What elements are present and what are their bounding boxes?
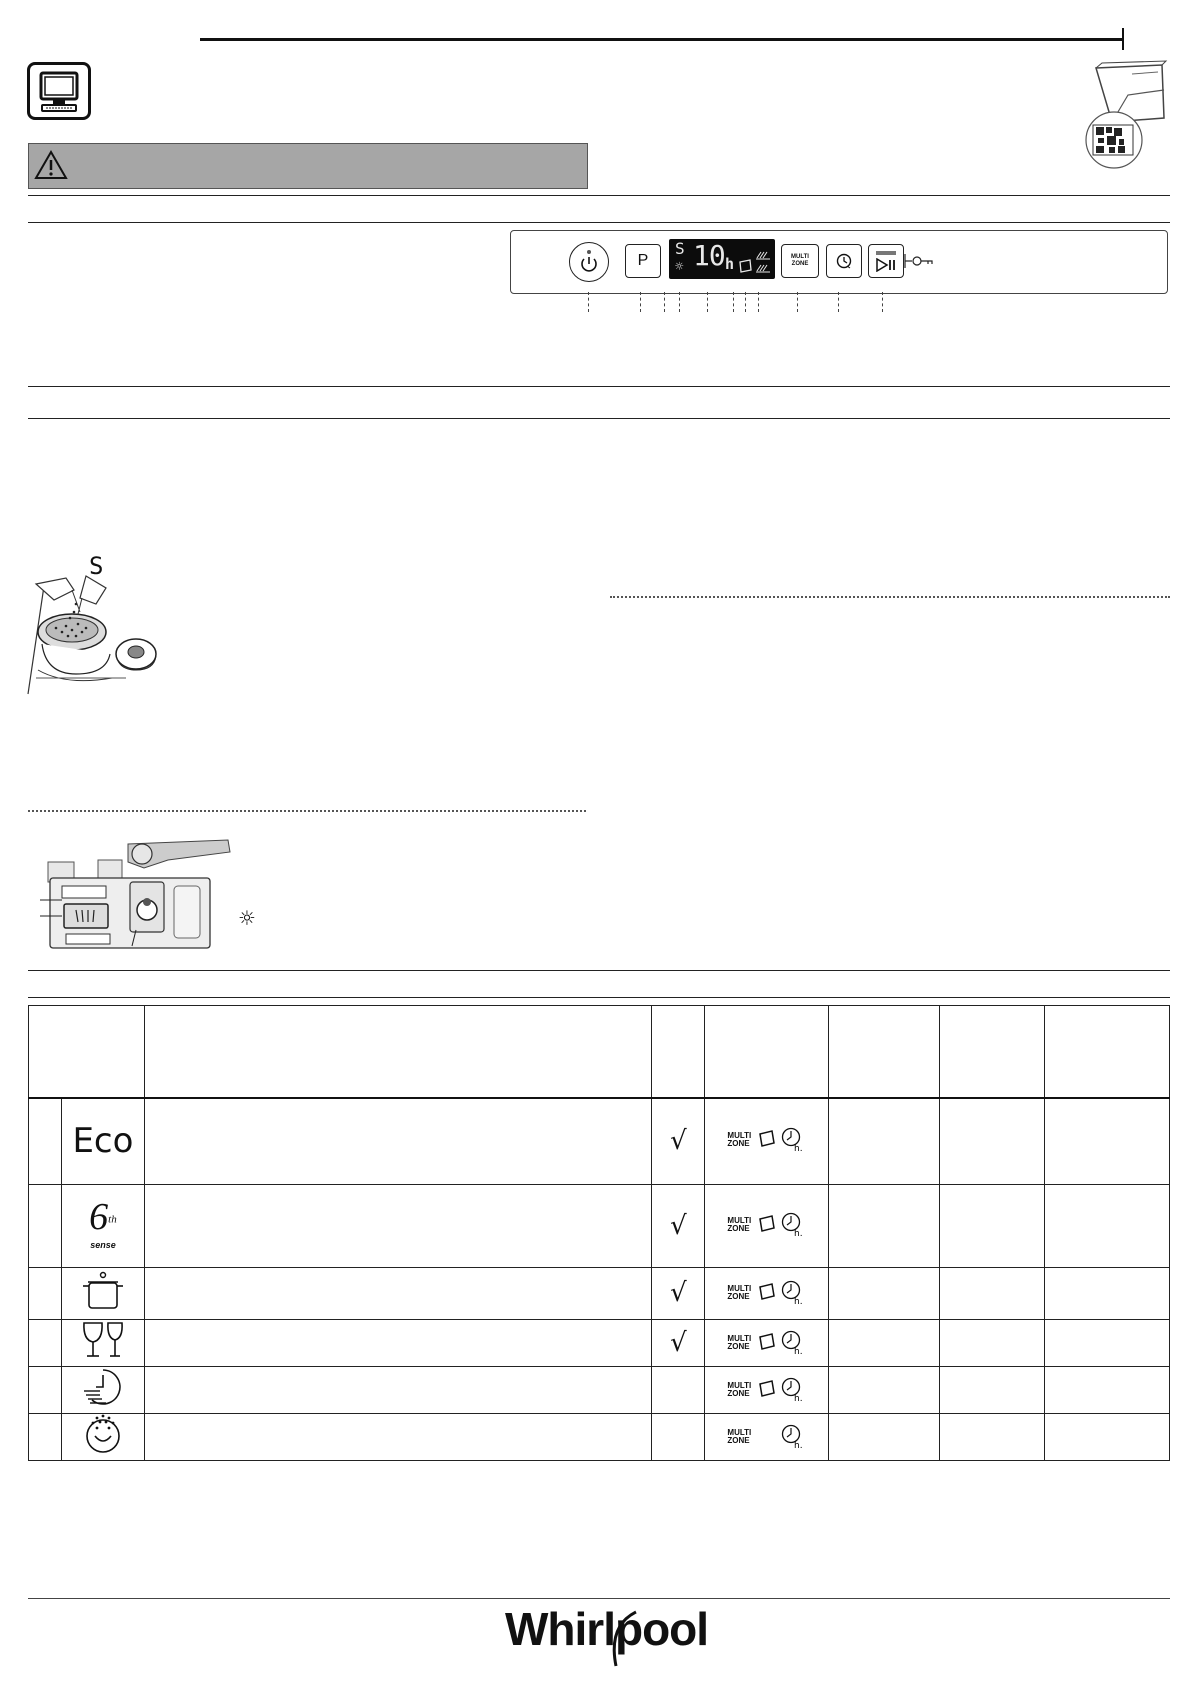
start-pause-button[interactable] (868, 244, 904, 278)
data-cell (1045, 1319, 1170, 1366)
delay-clock-icon (781, 1424, 805, 1450)
row-number-cell (29, 1184, 62, 1267)
row-number-cell (29, 1098, 62, 1184)
callout-leader (733, 292, 734, 312)
header-cell (1045, 1006, 1170, 1099)
data-cell (829, 1098, 940, 1184)
callout-leader (838, 292, 839, 312)
callout-leader (882, 292, 883, 312)
data-cell (829, 1319, 940, 1366)
power-icon (577, 249, 601, 275)
tablet-icon (757, 1332, 777, 1352)
data-cell (1045, 1098, 1170, 1184)
options-cell (705, 1267, 829, 1319)
salt-refill-illustration (26, 574, 170, 696)
table-row (29, 1184, 1170, 1267)
svg-text:h.: h. (794, 1144, 803, 1153)
callout-leader (745, 292, 746, 312)
callout-leader (588, 292, 589, 312)
callout-leader (797, 292, 798, 312)
quick-program-cell (61, 1366, 144, 1413)
header-cell (705, 1006, 829, 1099)
data-cell (1045, 1267, 1170, 1319)
tablet-icon (757, 1379, 777, 1399)
header-cell (29, 1006, 145, 1099)
header-cell (940, 1006, 1045, 1099)
delay-button[interactable] (826, 244, 862, 278)
options-cell (705, 1184, 829, 1267)
prewash-program-cell (61, 1413, 144, 1460)
table-row (29, 1413, 1170, 1460)
section-rule (28, 386, 1170, 387)
intensive-program-cell (61, 1267, 144, 1319)
callout-leader (679, 292, 680, 312)
delay-clock-icon (781, 1127, 805, 1153)
callout-leader (640, 292, 641, 312)
svg-text:h.: h. (794, 1440, 803, 1450)
table-row (29, 1098, 1170, 1184)
callout-leader (758, 292, 759, 312)
salt-symbol: S (89, 552, 104, 580)
monitor-icon (27, 62, 91, 120)
callout-leader (664, 292, 665, 312)
multizone-label-line2: ZONE (791, 261, 809, 267)
power-button[interactable] (569, 242, 609, 282)
table-row (29, 1267, 1170, 1319)
multizone-button[interactable] (781, 244, 819, 278)
footer-rule (28, 1598, 1170, 1599)
dishwasher-qr-illustration (1072, 60, 1168, 170)
table-row (29, 1366, 1170, 1413)
options-cell (705, 1366, 829, 1413)
section-rule (28, 970, 1170, 971)
table-row (29, 1319, 1170, 1366)
programs-table (28, 1005, 1170, 1461)
multizone-label: MULTI ZONE (727, 1131, 752, 1148)
warning-triangle-icon (34, 150, 68, 180)
options-cell (705, 1413, 829, 1460)
data-cell (829, 1413, 940, 1460)
tablet-icon (757, 1129, 777, 1149)
check-mark: √ (652, 1184, 705, 1267)
check-mark: √ (652, 1098, 705, 1184)
options-cell (705, 1319, 829, 1366)
section-rule (28, 997, 1170, 998)
multizone-label: MULTI ZONE (727, 1380, 752, 1398)
eco-program-icon: Eco (61, 1098, 144, 1184)
key-lock-icon (904, 253, 938, 269)
hours-unit: h (725, 255, 735, 273)
section-rule (28, 222, 1170, 223)
options-cell (705, 1098, 829, 1184)
tablet-icon (757, 1214, 777, 1234)
delay-clock-icon (834, 251, 854, 271)
header-rule (200, 38, 1124, 41)
glass-program-cell (61, 1319, 144, 1366)
check-cell-empty (652, 1366, 705, 1413)
section-rule (28, 418, 1170, 419)
program-button[interactable]: P (625, 244, 661, 278)
brand-logo: Whirlpool (505, 1603, 709, 1655)
svg-text:h.: h. (794, 1393, 803, 1403)
data-cell (940, 1098, 1045, 1184)
rinse-aid-indicator: ☼ (675, 259, 684, 275)
header-cell (829, 1006, 940, 1099)
row-number-cell (29, 1267, 62, 1319)
data-cell (1045, 1184, 1170, 1267)
6th-sense-icon: 6th sense (61, 1184, 144, 1267)
table-header-row (29, 1006, 1170, 1099)
salt-indicator: S (675, 239, 685, 258)
header-cell (144, 1006, 652, 1099)
status-display (669, 239, 775, 279)
tablet-icon (737, 259, 753, 273)
delay-clock-icon (781, 1330, 805, 1356)
description-cell (144, 1366, 652, 1413)
description-cell (144, 1184, 652, 1267)
svg-text:h.: h. (794, 1296, 803, 1306)
description-cell (144, 1319, 652, 1366)
multizone-label: MULTI ZONE (727, 1215, 752, 1233)
svg-text:h.: h. (794, 1228, 803, 1238)
start-indicator-light (876, 251, 896, 255)
dotted-divider (610, 596, 1170, 598)
control-panel (510, 230, 1168, 294)
description-cell (144, 1098, 652, 1184)
description-cell (144, 1267, 652, 1319)
delay-clock-icon (781, 1212, 805, 1238)
header-rule-end-tick (1122, 28, 1124, 50)
data-cell (1045, 1413, 1170, 1460)
svg-text:h.: h. (794, 1346, 803, 1356)
header-cell (652, 1006, 705, 1099)
multizone-label: MULTI ZONE (727, 1283, 752, 1301)
data-cell (940, 1319, 1045, 1366)
drying-icon (755, 249, 771, 275)
row-number-cell (29, 1413, 62, 1460)
data-cell (829, 1366, 940, 1413)
row-number-cell (29, 1319, 62, 1366)
description-cell (144, 1413, 652, 1460)
row-number-cell (29, 1366, 62, 1413)
data-cell (940, 1184, 1045, 1267)
delay-clock-icon (781, 1377, 805, 1403)
data-cell (940, 1267, 1045, 1319)
multizone-label-line1: MULTI (791, 254, 809, 260)
check-cell-empty (652, 1413, 705, 1460)
check-mark: √ (652, 1267, 705, 1319)
rinse-aid-dispenser-illustration (40, 838, 232, 966)
brand-logo-swoosh (598, 1608, 642, 1672)
delay-clock-icon (781, 1280, 805, 1306)
check-mark: √ (652, 1319, 705, 1366)
callout-leader (707, 292, 708, 312)
data-cell (940, 1413, 1045, 1460)
data-cell (1045, 1366, 1170, 1413)
start-pause-icon (875, 258, 897, 272)
multizone-label: MULTI ZONE (727, 1333, 752, 1351)
glasses-icon (80, 1320, 126, 1360)
time-digits: 10 (693, 239, 725, 272)
dotted-divider (28, 810, 586, 812)
data-cell (829, 1267, 940, 1319)
section-rule (28, 195, 1170, 196)
prewash-icon (80, 1414, 126, 1454)
multizone-label: MULTI ZONE (727, 1427, 752, 1445)
pot-icon (80, 1271, 126, 1311)
rinse-aid-symbol: ☼ (238, 906, 256, 930)
warning-banner (28, 143, 588, 189)
data-cell (829, 1184, 940, 1267)
data-cell (940, 1366, 1045, 1413)
tablet-icon (757, 1282, 777, 1302)
quick-wash-icon (80, 1367, 126, 1407)
